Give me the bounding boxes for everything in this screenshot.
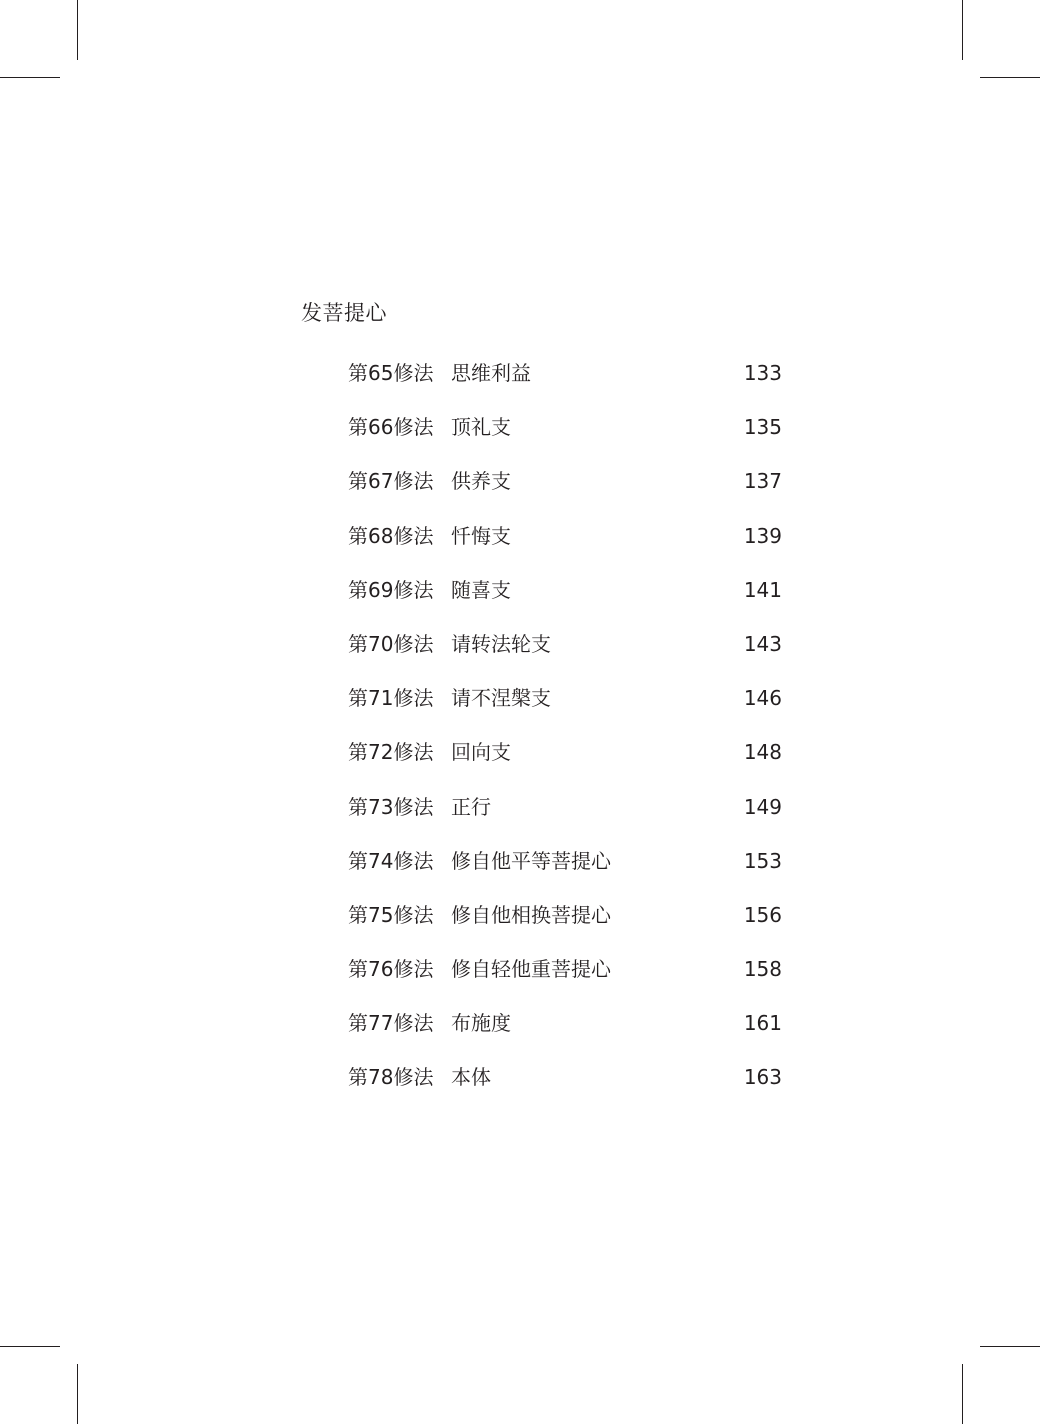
entry-title: 本体	[451, 1065, 491, 1090]
entry-title: 请转法轮支	[451, 631, 551, 656]
entry-title: 随喜支	[451, 577, 511, 602]
entry-page-number: 143	[743, 631, 782, 656]
entry-page-number: 158	[743, 957, 782, 982]
toc-entry	[348, 575, 788, 629]
entry-title: 顶礼支	[451, 415, 511, 440]
entry-title: 请不涅槃支	[451, 686, 551, 711]
entry-number: 第71修法	[348, 686, 434, 711]
toc-entry	[348, 900, 788, 954]
entry-page-number: 133	[743, 361, 782, 385]
toc-entry	[348, 521, 788, 575]
entry-page-number: 161	[743, 1011, 782, 1036]
entry-page-number: 135	[743, 415, 782, 440]
entry-number: 第76修法	[348, 957, 434, 982]
entry-title: 忏悔支	[451, 523, 511, 548]
entry-number: 第65修法	[348, 361, 434, 385]
entry-page-number: 163	[743, 1065, 782, 1090]
entry-number: 第77修法	[348, 1011, 434, 1036]
entry-number: 第67修法	[348, 469, 434, 494]
entry-title: 修自他相换菩提心	[451, 902, 611, 927]
entry-title: 回向支	[451, 740, 511, 765]
crop-mark-bottom-left-vertical	[77, 1364, 78, 1424]
entry-title: 供养支	[451, 469, 511, 494]
section-title: 发菩提心	[301, 301, 387, 325]
crop-mark-top-right-vertical	[962, 0, 963, 60]
toc-entry	[348, 792, 788, 846]
crop-mark-bottom-left-horizontal	[0, 1346, 60, 1347]
toc-entry	[348, 737, 788, 791]
entry-number: 第66修法	[348, 415, 434, 440]
entry-page-number: 156	[743, 902, 782, 927]
crop-mark-bottom-right-vertical	[962, 1364, 963, 1424]
entry-page-number: 149	[743, 794, 782, 819]
toc-entry	[348, 412, 788, 466]
entry-title: 布施度	[451, 1011, 511, 1036]
crop-mark-top-left-vertical	[77, 0, 78, 60]
toc-entry	[348, 466, 788, 520]
toc-entry	[348, 1008, 788, 1062]
entry-number: 第78修法	[348, 1065, 434, 1090]
entry-page-number: 148	[743, 740, 782, 765]
toc-list	[348, 358, 788, 1117]
crop-mark-top-left-horizontal	[0, 77, 60, 78]
toc-entry	[348, 954, 788, 1008]
entry-number: 第70修法	[348, 631, 434, 656]
entry-page-number: 153	[743, 848, 782, 873]
entry-page-number: 139	[743, 523, 782, 548]
entry-number: 第73修法	[348, 794, 434, 819]
entry-number: 第72修法	[348, 740, 434, 765]
crop-mark-bottom-right-horizontal	[980, 1346, 1040, 1347]
entry-number: 第75修法	[348, 902, 434, 927]
entry-page-number: 146	[743, 686, 782, 711]
entry-number: 第74修法	[348, 848, 434, 873]
entry-page-number: 141	[743, 577, 782, 602]
entry-number: 第68修法	[348, 523, 434, 548]
entry-title: 思维利益	[451, 361, 531, 385]
entry-title: 修自他平等菩提心	[451, 848, 611, 873]
toc-entry	[348, 1062, 788, 1116]
entry-page-number: 137	[743, 469, 782, 494]
toc-entry	[348, 683, 788, 737]
toc-entry	[348, 629, 788, 683]
entry-title: 正行	[451, 794, 491, 819]
entry-number: 第69修法	[348, 577, 434, 602]
crop-mark-top-right-horizontal	[980, 77, 1040, 78]
toc-entry	[348, 358, 788, 412]
entry-title: 修自轻他重菩提心	[451, 957, 611, 982]
toc-entry	[348, 846, 788, 900]
